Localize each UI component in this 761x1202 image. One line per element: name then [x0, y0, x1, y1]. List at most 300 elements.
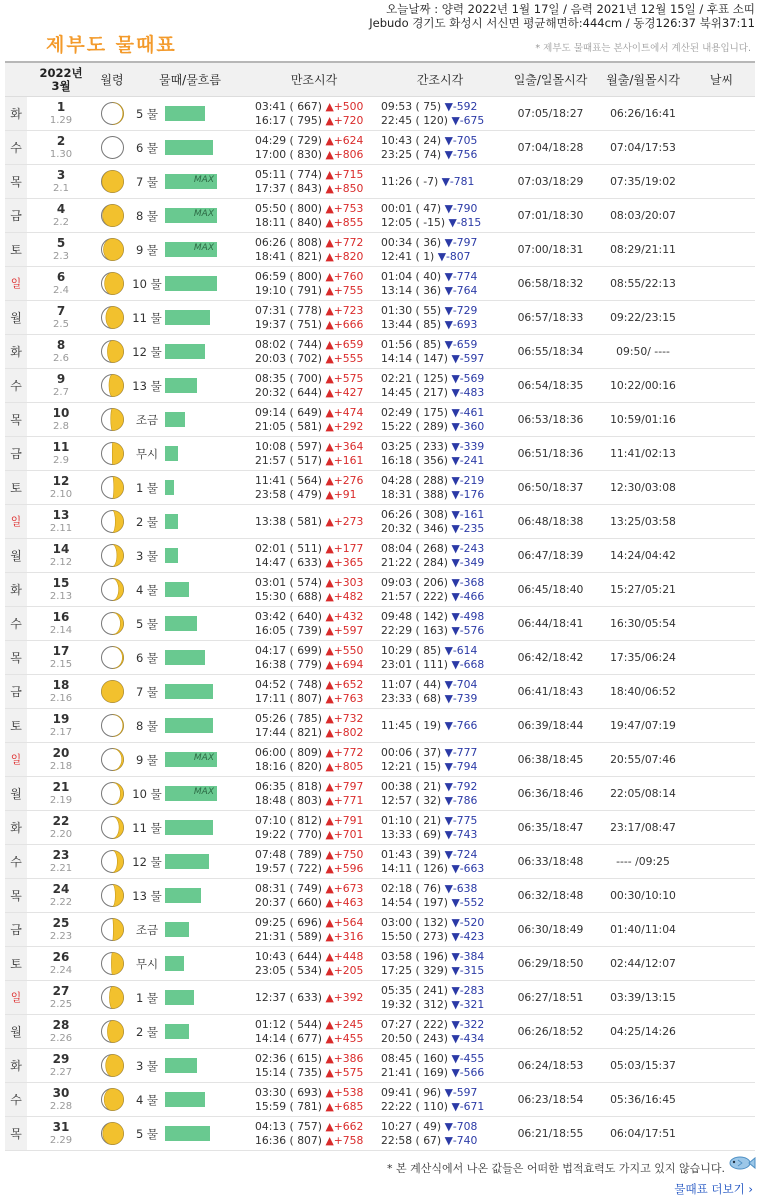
sunrise-sunset: 06:24/18:53 — [503, 1049, 598, 1083]
high-tide-2: 15:30 ( 688) ▲+482 — [255, 589, 364, 603]
high-tide-2: 16:05 ( 739) ▲+597 — [255, 623, 364, 637]
mul-label: 10 물 — [132, 786, 162, 801]
tide-flow — [129, 131, 251, 165]
lunar-date: 2.23 — [49, 930, 73, 942]
row-date — [27, 471, 95, 505]
solar-day: 5 — [56, 235, 66, 250]
solar-day: 16 — [52, 609, 70, 624]
high-tide-2: 21:31 ( 589) ▲+316 — [255, 929, 364, 943]
tide-flow-bar — [165, 276, 217, 291]
low-tide-2: 19:32 ( 312) ▼-321 — [381, 997, 485, 1011]
sunrise-sunset: 06:45/18:40 — [503, 573, 598, 607]
weather-cell — [688, 403, 755, 437]
low-tide — [377, 97, 503, 131]
row-dow: 토 — [5, 947, 27, 981]
max-label: MAX — [193, 175, 214, 185]
tide-flow-bar — [165, 1092, 205, 1107]
lunar-date: 1.29 — [49, 114, 73, 126]
low-tide-2: 14:14 ( 147) ▼-597 — [381, 351, 485, 365]
moon-phase-icon — [95, 1083, 129, 1117]
row-date — [27, 811, 95, 845]
mul-label: 12 물 — [132, 344, 162, 359]
table-row — [5, 267, 755, 301]
sunrise-sunset: 06:42/18:42 — [503, 641, 598, 675]
moon-phase-icon — [95, 267, 129, 301]
low-tide — [377, 913, 503, 947]
tide-flow — [129, 471, 251, 505]
row-date — [27, 675, 95, 709]
lunar-date: 2.28 — [49, 1100, 73, 1112]
sunrise-sunset: 07:04/18:28 — [503, 131, 598, 165]
tide-flow — [129, 335, 251, 369]
moon-phase-icon — [95, 845, 129, 879]
table-row — [5, 607, 755, 641]
solar-day: 17 — [52, 643, 70, 658]
sunrise-sunset: 06:48/18:38 — [503, 505, 598, 539]
weather-cell — [688, 743, 755, 777]
weather-cell — [688, 199, 755, 233]
sunrise-sunset: 07:03/18:29 — [503, 165, 598, 199]
row-dow: 화 — [5, 811, 27, 845]
moon-phase-icon — [95, 743, 129, 777]
low-tide-1: 02:18 ( 76) ▼-638 — [381, 881, 478, 895]
low-tide — [377, 369, 503, 403]
tide-flow — [129, 97, 251, 131]
tide-flow — [129, 1083, 251, 1117]
low-tide-1: 08:45 ( 160) ▼-455 — [381, 1051, 485, 1065]
low-tide-2: 15:50 ( 273) ▼-423 — [381, 929, 485, 943]
tide-flow — [129, 369, 251, 403]
solar-day: 13 — [52, 507, 70, 522]
low-tide-2: 21:41 ( 169) ▼-566 — [381, 1065, 485, 1079]
weather-cell — [688, 165, 755, 199]
row-date — [27, 505, 95, 539]
tide-table — [5, 61, 755, 1151]
weather-cell — [688, 947, 755, 981]
high-tide-1: 04:29 ( 729) ▲+624 — [255, 133, 364, 147]
row-dow: 수 — [5, 1083, 27, 1117]
row-dow: 금 — [5, 913, 27, 947]
row-dow: 월 — [5, 539, 27, 573]
tide-flow — [129, 165, 251, 199]
high-tide-1: 13:38 ( 581) ▲+273 — [255, 514, 364, 528]
tide-flow — [129, 811, 251, 845]
low-tide-1: 09:41 ( 96) ▼-597 — [381, 1085, 478, 1099]
high-tide-1: 12:37 ( 633) ▲+392 — [255, 990, 364, 1004]
moon-phase-icon — [95, 403, 129, 437]
weather-cell — [688, 1049, 755, 1083]
mul-label: 10 물 — [132, 276, 162, 291]
high-tide — [251, 947, 377, 981]
sunrise-sunset: 06:58/18:32 — [503, 267, 598, 301]
tide-flow-bar — [165, 752, 217, 767]
high-tide-2: 16:38 ( 779) ▲+694 — [255, 657, 364, 671]
weather-cell — [688, 879, 755, 913]
low-tide-2: 14:54 ( 197) ▼-552 — [381, 895, 485, 909]
tide-flow — [129, 1015, 251, 1049]
mul-label: 8 물 — [135, 208, 159, 223]
row-date — [27, 437, 95, 471]
moonrise-moonset: 10:59/01:16 — [598, 403, 688, 437]
high-tide-2: 20:32 ( 644) ▲+427 — [255, 385, 364, 399]
solar-day: 8 — [56, 337, 66, 352]
high-tide-2: 19:22 ( 770) ▲+701 — [255, 827, 364, 841]
solar-day: 20 — [52, 745, 70, 760]
table-row — [5, 233, 755, 267]
solar-day: 26 — [52, 949, 70, 964]
high-tide — [251, 165, 377, 199]
low-tide — [377, 505, 503, 539]
more-tide-link[interactable]: 물때표 더보기 › — [674, 1182, 753, 1196]
low-tide-2: 12:57 ( 32) ▼-786 — [381, 793, 478, 807]
solar-day: 11 — [52, 439, 70, 454]
low-tide-1: 01:04 ( 40) ▼-774 — [381, 269, 478, 283]
row-dow: 토 — [5, 233, 27, 267]
row-dow: 금 — [5, 199, 27, 233]
weather-cell — [688, 301, 755, 335]
moon-phase-icon — [95, 947, 129, 981]
row-date — [27, 1049, 95, 1083]
high-tide-2: 15:14 ( 735) ▲+575 — [255, 1065, 364, 1079]
solar-day: 7 — [56, 303, 66, 318]
high-tide-1: 01:12 ( 544) ▲+245 — [255, 1017, 364, 1031]
high-tide — [251, 675, 377, 709]
low-tide — [377, 199, 503, 233]
low-tide — [377, 981, 503, 1015]
moonrise-moonset: 12:30/03:08 — [598, 471, 688, 505]
moonrise-moonset: 09:50/ ---- — [598, 335, 688, 369]
high-tide-1: 04:13 ( 757) ▲+662 — [255, 1119, 364, 1133]
low-tide — [377, 777, 503, 811]
high-tide-2: 18:16 ( 820) ▲+805 — [255, 759, 364, 773]
row-date — [27, 641, 95, 675]
lunar-date: 2.12 — [49, 556, 73, 568]
weather-cell — [688, 369, 755, 403]
high-tide — [251, 1083, 377, 1117]
high-tide-2: 19:57 ( 722) ▲+596 — [255, 861, 364, 875]
mul-label: 13 물 — [132, 378, 162, 393]
high-tide — [251, 1117, 377, 1151]
moon-phase-icon — [95, 369, 129, 403]
low-tide-2: 20:32 ( 346) ▼-235 — [381, 521, 485, 535]
tide-flow — [129, 641, 251, 675]
weather-cell — [688, 131, 755, 165]
table-row — [5, 981, 755, 1015]
tide-flow — [129, 573, 251, 607]
high-tide-1: 03:41 ( 667) ▲+500 — [255, 99, 364, 113]
lunar-date: 2.26 — [49, 1032, 73, 1044]
moon-phase-icon — [95, 913, 129, 947]
moonrise-moonset: 01:40/11:04 — [598, 913, 688, 947]
mul-label: 무시 — [135, 956, 159, 971]
moon-phase-icon — [95, 777, 129, 811]
tide-flow-bar — [165, 956, 184, 971]
mul-label: 7 물 — [135, 174, 159, 189]
high-tide-1: 02:01 ( 511) ▲+177 — [255, 541, 364, 555]
low-tide-2: 12:21 ( 15) ▼-794 — [381, 759, 478, 773]
moonrise-moonset: 22:05/08:14 — [598, 777, 688, 811]
tide-flow-bar — [165, 174, 217, 189]
high-tide-2: 15:59 ( 781) ▲+685 — [255, 1099, 364, 1113]
row-date — [27, 709, 95, 743]
tide-flow-bar — [165, 1126, 210, 1141]
high-tide-2: 18:48 ( 803) ▲+771 — [255, 793, 364, 807]
high-tide-1: 08:02 ( 744) ▲+659 — [255, 337, 364, 351]
moon-phase-icon — [95, 301, 129, 335]
row-date — [27, 777, 95, 811]
sunrise-sunset: 06:51/18:36 — [503, 437, 598, 471]
low-tide-2: 16:18 ( 356) ▼-241 — [381, 453, 485, 467]
tide-flow — [129, 947, 251, 981]
tide-flow — [129, 539, 251, 573]
mul-label: 11 물 — [132, 820, 162, 835]
moon-phase-icon — [95, 1049, 129, 1083]
moonrise-moonset: 08:03/20:07 — [598, 199, 688, 233]
low-tide-1: 00:38 ( 21) ▼-792 — [381, 779, 478, 793]
low-tide-2: 18:31 ( 388) ▼-176 — [381, 487, 485, 501]
low-tide — [377, 709, 503, 743]
header-year: 2022년 — [39, 65, 83, 80]
high-tide — [251, 335, 377, 369]
table-header — [5, 62, 755, 97]
solar-day: 30 — [52, 1085, 70, 1100]
lunar-date: 2.14 — [49, 624, 73, 636]
low-tide — [377, 845, 503, 879]
moon-phase-icon — [95, 165, 129, 199]
row-date — [27, 607, 95, 641]
low-tide-1: 00:34 ( 36) ▼-797 — [381, 235, 478, 249]
weather-cell — [688, 777, 755, 811]
low-tide-2: 21:22 ( 284) ▼-349 — [381, 555, 485, 569]
solar-day: 2 — [56, 133, 66, 148]
header-sun: 일출/일몰시각 — [503, 62, 598, 97]
low-tide — [377, 165, 503, 199]
high-tide — [251, 743, 377, 777]
high-tide-1: 03:01 ( 574) ▲+303 — [255, 575, 364, 589]
table-row — [5, 165, 755, 199]
low-tide-1: 03:58 ( 196) ▼-384 — [381, 949, 485, 963]
high-tide-2: 16:17 ( 795) ▲+720 — [255, 113, 364, 127]
low-tide-2: 22:45 ( 120) ▼-675 — [381, 113, 485, 127]
low-tide-1: 00:06 ( 37) ▼-777 — [381, 745, 478, 759]
solar-day: 31 — [52, 1119, 70, 1134]
tide-flow-bar — [165, 616, 197, 631]
sunrise-sunset: 06:33/18:48 — [503, 845, 598, 879]
disclaimer: * 본 계산식에서 나온 값들은 어떠한 법적효력도 가지고 있지 않습니다. — [387, 1162, 725, 1175]
row-dow: 금 — [5, 675, 27, 709]
table-row — [5, 913, 755, 947]
header-high: 만조시각 — [251, 62, 377, 97]
lunar-date: 2.29 — [49, 1134, 73, 1146]
low-tide-1: 09:03 ( 206) ▼-368 — [381, 575, 485, 589]
sunrise-sunset: 06:50/18:37 — [503, 471, 598, 505]
sunrise-sunset: 06:36/18:46 — [503, 777, 598, 811]
low-tide-1: 10:27 ( 49) ▼-708 — [381, 1119, 478, 1133]
high-tide-1: 07:10 ( 812) ▲+791 — [255, 813, 364, 827]
solar-day: 18 — [52, 677, 70, 692]
sunrise-sunset: 06:38/18:45 — [503, 743, 598, 777]
low-tide-1: 01:56 ( 85) ▼-659 — [381, 337, 478, 351]
moonrise-moonset: 20:55/07:46 — [598, 743, 688, 777]
solar-day: 12 — [52, 473, 70, 488]
lunar-date: 2.9 — [53, 454, 69, 466]
lunar-date: 2.24 — [49, 964, 73, 976]
high-tide-2: 19:10 ( 791) ▲+755 — [255, 283, 364, 297]
high-tide — [251, 913, 377, 947]
row-date — [27, 165, 95, 199]
moonrise-moonset: ---- /09:25 — [598, 845, 688, 879]
row-dow: 토 — [5, 471, 27, 505]
lunar-date: 2.11 — [49, 522, 73, 534]
moon-phase-icon — [95, 131, 129, 165]
low-tide-1: 03:25 ( 233) ▼-339 — [381, 439, 485, 453]
max-label: MAX — [193, 787, 214, 797]
high-tide-1: 05:50 ( 800) ▲+753 — [255, 201, 364, 215]
weather-cell — [688, 607, 755, 641]
moonrise-moonset: 06:04/17:51 — [598, 1117, 688, 1151]
table-row — [5, 471, 755, 505]
low-tide-2: 22:58 ( 67) ▼-740 — [381, 1133, 478, 1147]
mul-label: 6 물 — [135, 140, 159, 155]
moon-phase-icon — [95, 981, 129, 1015]
mul-label: 5 물 — [135, 106, 159, 121]
table-row — [5, 709, 755, 743]
sunrise-sunset: 07:05/18:27 — [503, 97, 598, 131]
mul-label: 3 물 — [135, 548, 159, 563]
lunar-date: 2.16 — [49, 692, 73, 704]
high-tide-1: 08:31 ( 749) ▲+673 — [255, 881, 364, 895]
moonrise-moonset: 03:39/13:15 — [598, 981, 688, 1015]
low-tide-2: 17:25 ( 329) ▼-315 — [381, 963, 485, 977]
row-date — [27, 573, 95, 607]
sunrise-sunset: 06:54/18:35 — [503, 369, 598, 403]
solar-day: 29 — [52, 1051, 70, 1066]
table-row — [5, 131, 755, 165]
row-dow: 일 — [5, 505, 27, 539]
sunrise-sunset: 07:00/18:31 — [503, 233, 598, 267]
tide-flow — [129, 1117, 251, 1151]
tide-flow-bar — [165, 854, 209, 869]
header-dow — [5, 62, 27, 97]
weather-cell — [688, 811, 755, 845]
low-tide — [377, 607, 503, 641]
high-tide-1: 04:52 ( 748) ▲+652 — [255, 677, 364, 691]
low-tide — [377, 335, 503, 369]
mul-label: 5 물 — [135, 1126, 159, 1141]
low-tide — [377, 743, 503, 777]
solar-day: 10 — [52, 405, 70, 420]
high-tide-2: 14:47 ( 633) ▲+365 — [255, 555, 364, 569]
tide-flow-bar — [165, 888, 201, 903]
table-row — [5, 641, 755, 675]
tide-flow-bar — [165, 412, 185, 427]
sunrise-sunset: 06:44/18:41 — [503, 607, 598, 641]
table-row — [5, 403, 755, 437]
moon-phase-icon — [95, 539, 129, 573]
table-row — [5, 743, 755, 777]
mul-label: 1 물 — [135, 480, 159, 495]
low-tide — [377, 267, 503, 301]
moon-phase-icon — [95, 335, 129, 369]
low-tide-1: 11:26 ( -7) ▼-781 — [381, 174, 475, 188]
moonrise-moonset: 05:03/15:37 — [598, 1049, 688, 1083]
low-tide — [377, 879, 503, 913]
low-tide-1: 03:00 ( 132) ▼-520 — [381, 915, 485, 929]
weather-cell — [688, 981, 755, 1015]
page-title: 제부도 물때표 — [46, 34, 177, 56]
low-tide-1: 01:30 ( 55) ▼-729 — [381, 303, 478, 317]
lunar-date: 2.4 — [53, 284, 69, 296]
header-mul: 물때/물흐름 — [129, 62, 251, 97]
table-row — [5, 539, 755, 573]
low-tide-2: 21:57 ( 222) ▼-466 — [381, 589, 485, 603]
high-tide-2: 14:14 ( 677) ▲+455 — [255, 1031, 364, 1045]
mul-label: 11 물 — [132, 310, 162, 325]
moon-phase-icon — [95, 505, 129, 539]
high-tide-1: 04:17 ( 699) ▲+550 — [255, 643, 364, 657]
moonrise-moonset: 10:22/00:16 — [598, 369, 688, 403]
mul-label: 3 물 — [135, 1058, 159, 1073]
sunrise-sunset: 06:27/18:51 — [503, 981, 598, 1015]
moonrise-moonset: 00:30/10:10 — [598, 879, 688, 913]
sunrise-sunset: 06:30/18:49 — [503, 913, 598, 947]
low-tide-1: 08:04 ( 268) ▼-243 — [381, 541, 485, 555]
table-row — [5, 437, 755, 471]
solar-day: 23 — [52, 847, 70, 862]
low-tide-2: 22:29 ( 163) ▼-576 — [381, 623, 485, 637]
tide-flow-bar — [165, 650, 205, 665]
moonrise-moonset: 17:35/06:24 — [598, 641, 688, 675]
tide-flow — [129, 233, 251, 267]
high-tide-2: 20:03 ( 702) ▲+555 — [255, 351, 364, 365]
high-tide — [251, 267, 377, 301]
mul-label: 무시 — [135, 446, 159, 461]
max-label: MAX — [193, 209, 214, 219]
low-tide-1: 01:10 ( 21) ▼-775 — [381, 813, 478, 827]
low-tide-1: 02:21 ( 125) ▼-569 — [381, 371, 485, 385]
high-tide-2: 17:00 ( 830) ▲+806 — [255, 147, 364, 161]
row-dow: 수 — [5, 845, 27, 879]
low-tide — [377, 131, 503, 165]
table-row — [5, 675, 755, 709]
high-tide-1: 10:43 ( 644) ▲+448 — [255, 949, 364, 963]
row-date — [27, 1083, 95, 1117]
moonrise-moonset: 06:26/16:41 — [598, 97, 688, 131]
low-tide-1: 05:35 ( 241) ▼-283 — [381, 983, 485, 997]
high-tide — [251, 471, 377, 505]
weather-cell — [688, 845, 755, 879]
high-tide-2: 18:11 ( 840) ▲+855 — [255, 215, 364, 229]
tide-flow-bar — [165, 514, 178, 529]
high-tide — [251, 131, 377, 165]
low-tide-2: 13:33 ( 69) ▼-743 — [381, 827, 478, 841]
low-tide — [377, 1083, 503, 1117]
table-row — [5, 97, 755, 131]
high-tide-1: 11:41 ( 564) ▲+276 — [255, 473, 364, 487]
moonrise-moonset: 02:44/12:07 — [598, 947, 688, 981]
mul-label: 1 물 — [135, 990, 159, 1005]
low-tide — [377, 1117, 503, 1151]
moonrise-moonset: 08:29/21:11 — [598, 233, 688, 267]
table-row — [5, 1117, 755, 1151]
high-tide — [251, 369, 377, 403]
lunar-date: 2.20 — [49, 828, 73, 840]
tide-flow-bar — [165, 684, 213, 699]
tide-flow-bar — [165, 446, 178, 461]
mul-label: 9 물 — [135, 752, 159, 767]
lunar-date: 2.8 — [53, 420, 69, 432]
tide-flow — [129, 709, 251, 743]
